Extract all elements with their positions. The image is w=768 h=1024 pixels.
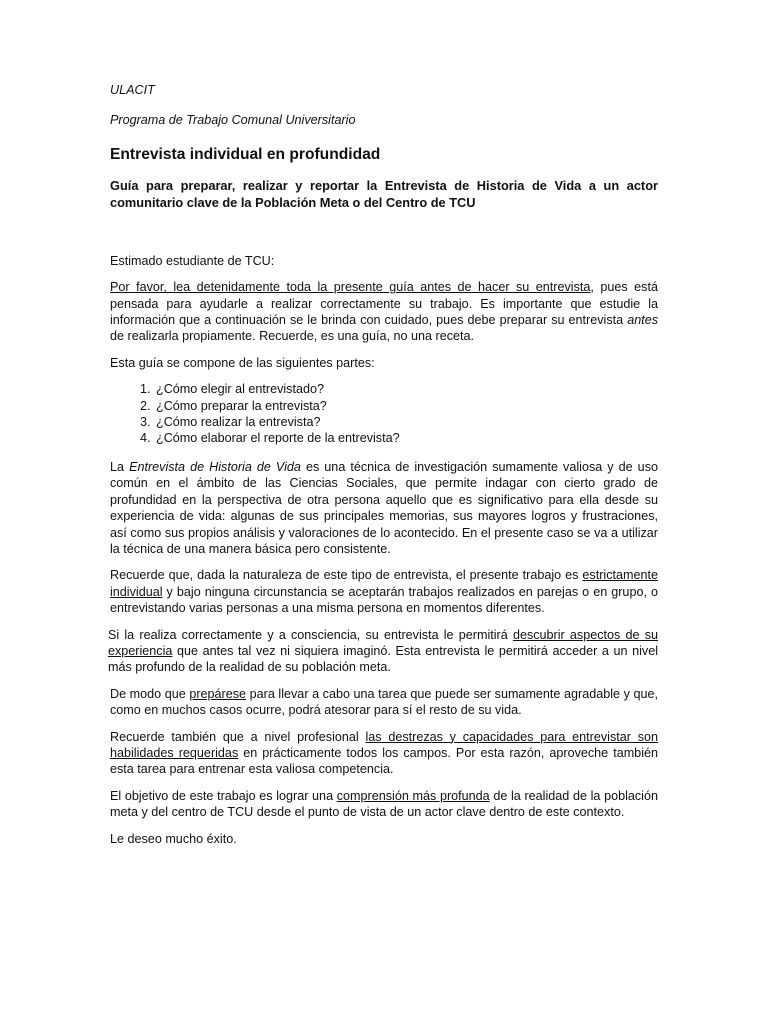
program-name: Programa de Trabajo Comunal Universitario [110, 113, 356, 128]
underlined-text: prepárese [189, 686, 247, 701]
document-subtitle: Guía para preparar, realizar y reportar la Entrevista de Historia de Vida a un actor comunitario clave de la Población Meta o del Centro de TCU [110, 177, 658, 210]
paragraph-text: para llevar a cabo una tarea que puede ser sumamente agradable y que, como en muchos casos ocurre, podrá atesorar para sí el resto de su vida. [110, 686, 658, 718]
underlined-text: estrictamente individual [110, 568, 658, 599]
paragraph-text: es una técnica de investigación sumamente valiosa y de uso común en el ámbito de las Ciencias Sociales, que permite indagar con cierto grado de profundidad en la perspectiva de otra persona aquello que es significativo para ella desde su experiencia de vida: algunas de sus principales memorias, sus mayores logros y frustraciones, así como sus propios análisis y valoraciones de lo acontecido. En el presente caso se va a utilizar la técnica de una manera básica pero consistente. [110, 459, 658, 556]
list-item: 1. ¿Cómo elegir al entrevistado? [154, 381, 658, 397]
paragraph-text: que antes tal vez ni siquiera imaginó. Esta entrevista le permitirá acceder a un nivel más profundo de la realidad de su población meta. [108, 643, 658, 675]
list-item: 4. ¿Cómo elaborar el reporte de la entrevista? [154, 430, 658, 446]
list-item: 3. ¿Cómo realizar la entrevista? [154, 414, 658, 430]
paragraph-intro [110, 279, 658, 345]
underlined-text: Por favor, lea detenidamente toda la presente guía antes de hacer su entrevista [110, 280, 591, 295]
paragraph-text: De modo que [110, 686, 190, 701]
parts-list [110, 381, 658, 447]
institution-name: ULACIT [110, 83, 155, 97]
paragraph-text: y bajo ninguna circunstancia se aceptarán trabajos realizados en parejas o en grupo, o entrevistando varias personas a una misma persona en momentos diferentes. [110, 584, 658, 616]
underlined-text: comprensión más profunda [336, 788, 490, 803]
parts-intro: Esta guía se compone de las siguientes partes: [110, 355, 375, 370]
paragraph-text: Recuerde que, dada la naturaleza de este tipo de entrevista, el presente trabajo es [110, 568, 583, 583]
paragraph-professional [110, 729, 658, 778]
paragraph-text: en prácticamente todos los campos. Por esta razón, aproveche también esta tarea para entrenar esta valiosa competencia. [110, 745, 658, 777]
paragraph-technique [110, 459, 658, 557]
paragraph-text: Si la realiza correctamente y a consciencia, su entrevista le permitirá [108, 627, 513, 642]
paragraph-text: de realizarla propiamente. Recuerde, es una guía, no una receta. [110, 329, 475, 344]
italic-text: Entrevista de Historia de Vida [129, 459, 301, 474]
underlined-text: las destrezas y capacidades para entrevistar son habilidades requeridas [110, 729, 659, 760]
document-page [110, 82, 658, 857]
paragraph-text: El objetivo de este trabajo es lograr una [110, 788, 337, 803]
document-title: Entrevista individual en profundidad [110, 145, 381, 163]
underlined-text: descubrir aspectos de su experiencia [108, 627, 659, 658]
paragraph-text: Recuerde también que a nivel profesional [110, 729, 366, 744]
list-item: 2. ¿Cómo preparar la entrevista? [154, 398, 658, 414]
paragraph-text: La [110, 459, 130, 474]
paragraph-prepare [110, 686, 658, 719]
paragraph-text: , pues está pensada para ayudarle a realizar correctamente su trabajo. Es importante que estudie la información que a continuación se le brinda con cuidado, pues debe preparar su entrevista [110, 280, 658, 328]
greeting: Estimado estudiante de TCU: [110, 253, 275, 268]
paragraph-objective [110, 788, 658, 821]
paragraph-individual [110, 567, 658, 616]
closing-line: Le deseo mucho éxito. [110, 831, 237, 846]
italic-text: antes [627, 313, 658, 328]
paragraph-text: de la realidad de la población meta y del centro de TCU desde el punto de vista de un actor clave dentro de este contexto. [110, 788, 658, 820]
paragraph-discover [108, 627, 658, 676]
